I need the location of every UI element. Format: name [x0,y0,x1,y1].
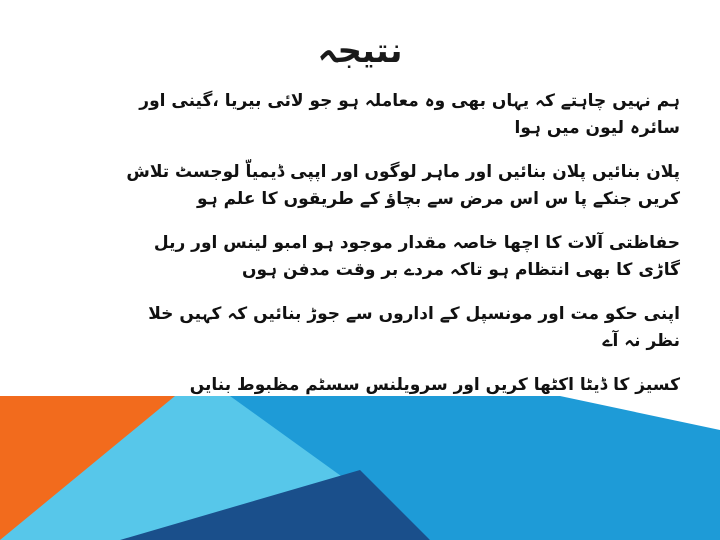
paragraph-3-line-2: گاڑی کا بھی انتظام ہو تاکہ مردے بر وقت مدفن ہوں [241,260,680,280]
paragraph-4 [52,301,680,355]
paragraph-3 [52,230,680,284]
paragraph-2-line-1: پلان بنائیں پلان بنائیں اور ماہر لوگوں اور اپپی ڈیمیاّ لوجسٹ تلاش [126,162,680,182]
slide-title: نتیجہ [317,31,403,71]
paragraph-1-line-2: سائرہ لیون میں ہوا [514,118,680,138]
paragraph-5 [52,372,680,399]
paragraph-4-line-1: اپنی حکو مت اور مونسپل کے اداروں سے جوڑ بنائیں کہ کہیں خلا [148,304,680,324]
paragraph-5-line-1: کسیز کا ڈیٹا اکٹھا کریں اور سرویلنس سسٹم مظبوط بنایں [189,375,680,395]
paragraph-4-line-2: نظر نہ آے [602,331,680,351]
paragraph-2-line-2: کریں جنکے پا س اس مرض سے بچاؤ کے طریقوں کا علم ہو [197,189,680,209]
paragraph-1-line-1: ہم نہیں چاہتے کہ یہاں بھی وہ معاملہ ہو جو لائی بیریا ،گینی اور [139,91,680,111]
paragraph-1 [52,88,680,142]
bullet-content [52,88,680,416]
paragraph-2 [52,159,680,213]
paragraph-3-line-1: حفاظتی آلات کا اچھا خاصہ مقدار موجود ہو امبو لینس اور ریل [153,233,680,253]
